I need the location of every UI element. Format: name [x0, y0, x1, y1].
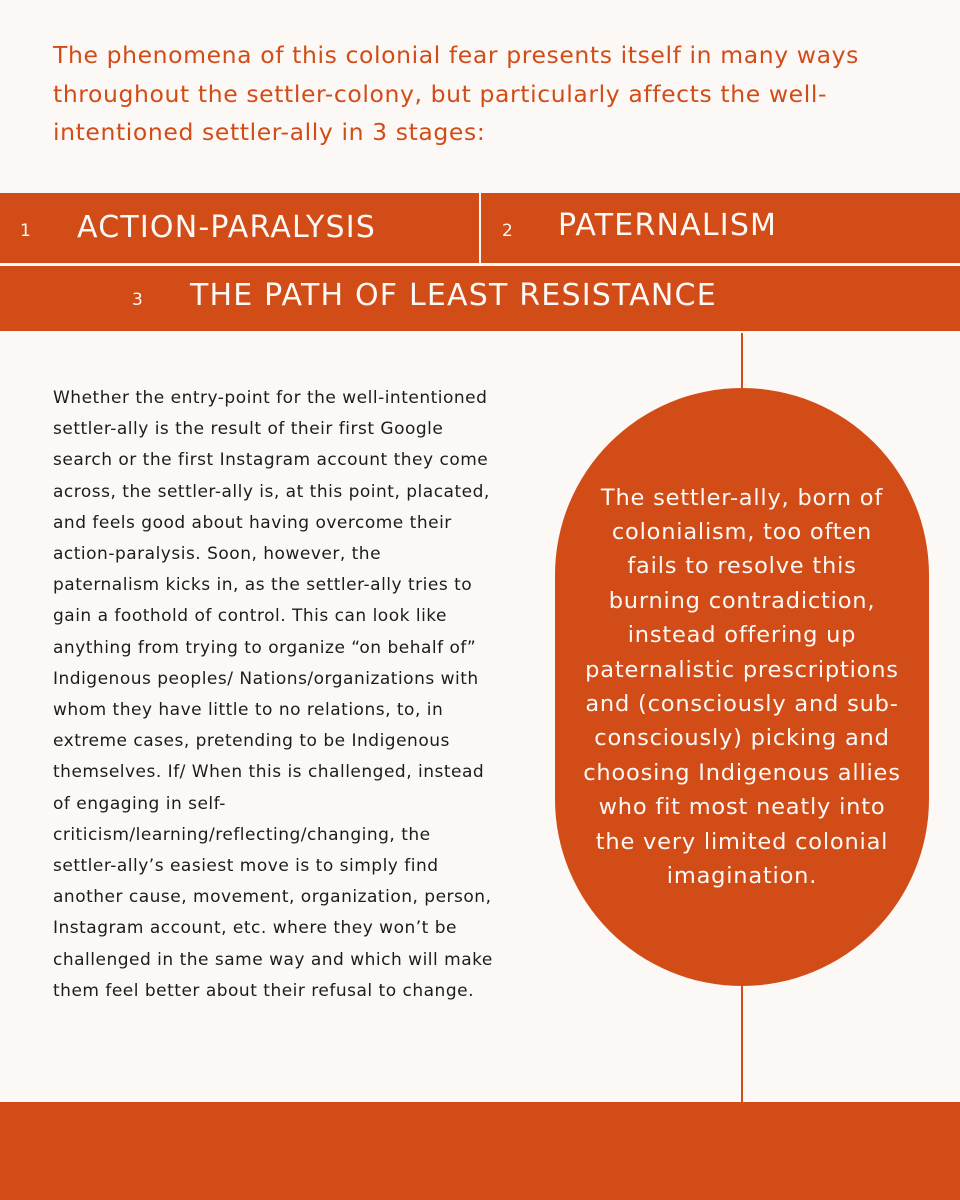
stages-band-bottom	[0, 266, 960, 331]
stages-band-top	[0, 193, 960, 263]
stage-2-title: PATERNALISM	[558, 208, 778, 243]
stage-3-number: 3	[132, 290, 144, 310]
intro-paragraph: The phenomena of this colonial fear presents itself in many ways throughout the settler-colony, but particularly affects the well-intentioned settler-ally in 3 stages:	[53, 41, 859, 146]
stage-2-number: 2	[502, 221, 514, 241]
callout-text: The settler-ally, born of colonialism, too often fails to resolve this burning contradiction, instead offering up paternalistic prescriptions and (consciously and sub-consciously) picking and choosing Indigenous allies who fit most neatly into the very limited colonial imagination.	[583, 484, 901, 890]
connector-line-top	[741, 333, 743, 389]
connector-line-bottom	[741, 986, 743, 1102]
body-paragraph: Whether the entry-point for the well-intentioned settler-ally is the result of their first Google search or the first Instagram account they come across, the settler-ally is, at this point, placated, and feels good about having overcome their action-paralysis. Soon, however, the paternalism kicks in, as the settler-ally tries to gain a foothold of control. This can look like anything from trying to organize “on behalf of” Indigenous peoples/ Nations/organizations with whom they have little to no relations, to, in extreme cases, pretending to be Indigenous themselves. If/ When this is challenged, instead of engaging in self-criticism/learning/reflecting/changing, the settler-ally’s easiest move is to simply find another cause, movement, organization, person, Instagram account, etc. where they won’t be challenged in the same way and which will make them feel better about their refusal to change.	[53, 388, 493, 1001]
stage-divider	[479, 193, 481, 263]
footer-band	[0, 1102, 960, 1200]
callout-pill	[555, 388, 929, 986]
stage-1-title: ACTION-PARALYSIS	[77, 210, 377, 245]
stage-1-number: 1	[20, 221, 32, 241]
stage-3-title: THE PATH OF LEAST RESISTANCE	[190, 278, 717, 313]
